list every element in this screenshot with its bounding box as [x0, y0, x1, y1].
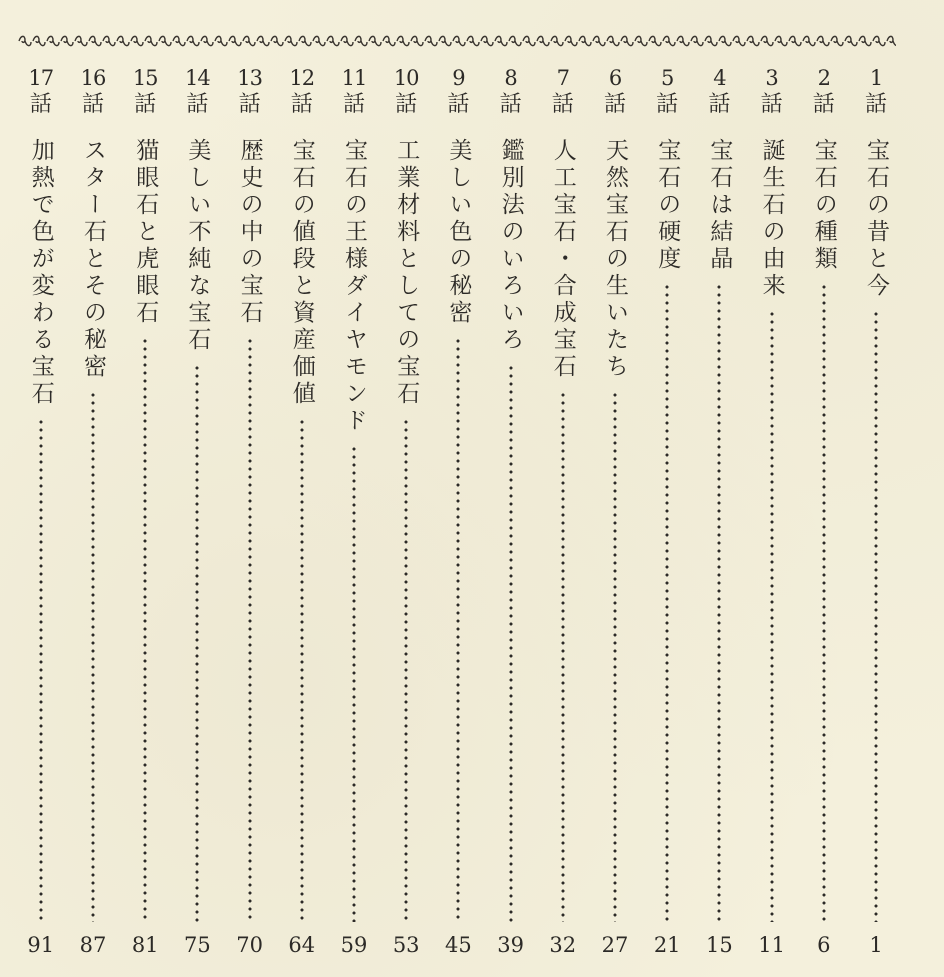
page-number[interactable]: 39 [497, 933, 524, 957]
dot-leader [509, 364, 513, 922]
chapter-title: 宝石の昔と今 [863, 138, 889, 300]
chapter-title: 美しい色の秘密 [445, 138, 472, 327]
table-of-contents [14, 66, 898, 966]
dot-leader [404, 418, 408, 922]
chapter-number: 12 [289, 66, 315, 90]
page-number[interactable]: 87 [79, 933, 107, 957]
chapter-number: 17 [28, 66, 54, 90]
chapter-title: 人工宝石・合成宝石 [549, 138, 576, 381]
page-number[interactable]: 15 [706, 933, 733, 957]
toc-entry [280, 66, 324, 966]
page-number[interactable]: 53 [392, 933, 420, 957]
chapter-title: 宝石の王様ダイヤモンド [341, 138, 367, 435]
toc-entry [19, 66, 63, 966]
page-number[interactable]: 70 [236, 933, 263, 957]
dot-leader [456, 337, 460, 922]
dot-leader [770, 310, 774, 922]
chapter-title: 工業材料としての宝石 [393, 138, 420, 408]
chapter-title: 天然宝石の生いたち [602, 138, 628, 381]
page-number[interactable]: 81 [131, 933, 159, 957]
page-number[interactable]: 21 [653, 933, 681, 957]
chapter-suffix: 話 [447, 92, 470, 117]
toc-entry [175, 66, 219, 966]
chapter-number: 5 [661, 66, 674, 90]
dot-leader [822, 283, 826, 922]
chapter-number: 2 [817, 66, 830, 90]
dot-leader [195, 364, 199, 922]
toc-entry [593, 66, 637, 966]
page-number[interactable]: 27 [601, 933, 629, 957]
dot-leader [248, 337, 252, 922]
toc-entry [71, 66, 115, 966]
page-number[interactable]: 32 [549, 933, 577, 957]
toc-entry [384, 66, 428, 966]
chapter-suffix: 話 [81, 92, 104, 117]
dot-leader [665, 283, 669, 922]
chapter-number: 16 [80, 66, 106, 90]
chapter-suffix: 話 [499, 92, 522, 117]
chapter-number: 14 [185, 66, 210, 90]
chapter-number: 10 [393, 66, 419, 90]
chapter-suffix: 話 [708, 92, 731, 117]
dot-leader [91, 391, 95, 922]
chapter-suffix: 話 [342, 92, 365, 117]
dot-leader [300, 418, 304, 922]
chapter-title: 歴史の中の宝石 [236, 138, 263, 327]
page-number[interactable]: 1 [869, 933, 883, 957]
chapter-suffix: 話 [551, 92, 574, 117]
page-number[interactable]: 59 [340, 933, 368, 957]
chapter-suffix: 話 [760, 92, 783, 117]
chapter-title: 誕生石の由来 [758, 138, 785, 300]
toc-entry [489, 66, 533, 966]
chapter-number: 7 [556, 66, 569, 90]
chapter-title: スター石とその秘密 [80, 138, 106, 381]
page-number[interactable]: 45 [445, 933, 472, 957]
dot-leader [143, 337, 147, 922]
page-number[interactable]: 6 [817, 933, 831, 957]
toc-entry [332, 66, 376, 966]
page-number[interactable]: 11 [758, 933, 785, 957]
toc-entry [854, 66, 898, 966]
chapter-suffix: 話 [656, 92, 679, 117]
toc-entry [750, 66, 794, 966]
chapter-suffix: 話 [603, 92, 626, 117]
chapter-suffix: 話 [812, 92, 835, 117]
chapter-number: 4 [713, 66, 726, 90]
chapter-suffix: 話 [186, 92, 209, 117]
chapter-title: 宝石の値段と資産価値 [288, 138, 315, 408]
chapter-number: 11 [341, 66, 367, 90]
chapter-title: 宝石の種類 [810, 138, 837, 273]
chapter-title: 鑑別法のいろいろ [497, 138, 524, 354]
chapter-number: 6 [608, 66, 622, 90]
page-number[interactable]: 91 [27, 933, 55, 957]
toc-entry [802, 66, 846, 966]
dot-leader [352, 445, 356, 922]
chapter-number: 8 [504, 66, 517, 90]
chapter-number: 15 [132, 66, 158, 90]
chapter-title: 宝石は結晶 [706, 138, 733, 273]
chapter-suffix: 話 [864, 92, 887, 117]
chapter-number: 1 [869, 66, 883, 90]
dot-leader [717, 283, 721, 922]
toc-entry [436, 66, 480, 966]
chapter-title: 宝石の硬度 [654, 138, 681, 273]
toc-entry [123, 66, 167, 966]
scroll-ornament-icon [18, 34, 896, 48]
chapter-title: 猫眼石と虎眼石 [132, 138, 159, 327]
chapter-number: 9 [452, 66, 465, 90]
page-number[interactable]: 64 [288, 933, 316, 957]
dot-leader [561, 391, 565, 922]
dot-leader [874, 310, 878, 922]
chapter-number: 13 [237, 66, 262, 90]
dot-leader [613, 391, 617, 922]
chapter-suffix: 話 [238, 92, 261, 117]
chapter-suffix: 話 [290, 92, 313, 117]
dot-leader [39, 418, 43, 922]
chapter-title: 美しい不純な宝石 [184, 138, 211, 354]
chapter-suffix: 話 [134, 92, 157, 117]
toc-entry [228, 66, 272, 966]
chapter-suffix: 話 [29, 92, 52, 117]
page-number[interactable]: 75 [184, 933, 211, 957]
toc-entry [541, 66, 585, 966]
chapter-number: 3 [765, 66, 778, 90]
chapter-title: 加熱で色が変わる宝石 [27, 138, 54, 408]
toc-entry [645, 66, 689, 966]
toc-entry [697, 66, 741, 966]
chapter-suffix: 話 [395, 92, 418, 117]
